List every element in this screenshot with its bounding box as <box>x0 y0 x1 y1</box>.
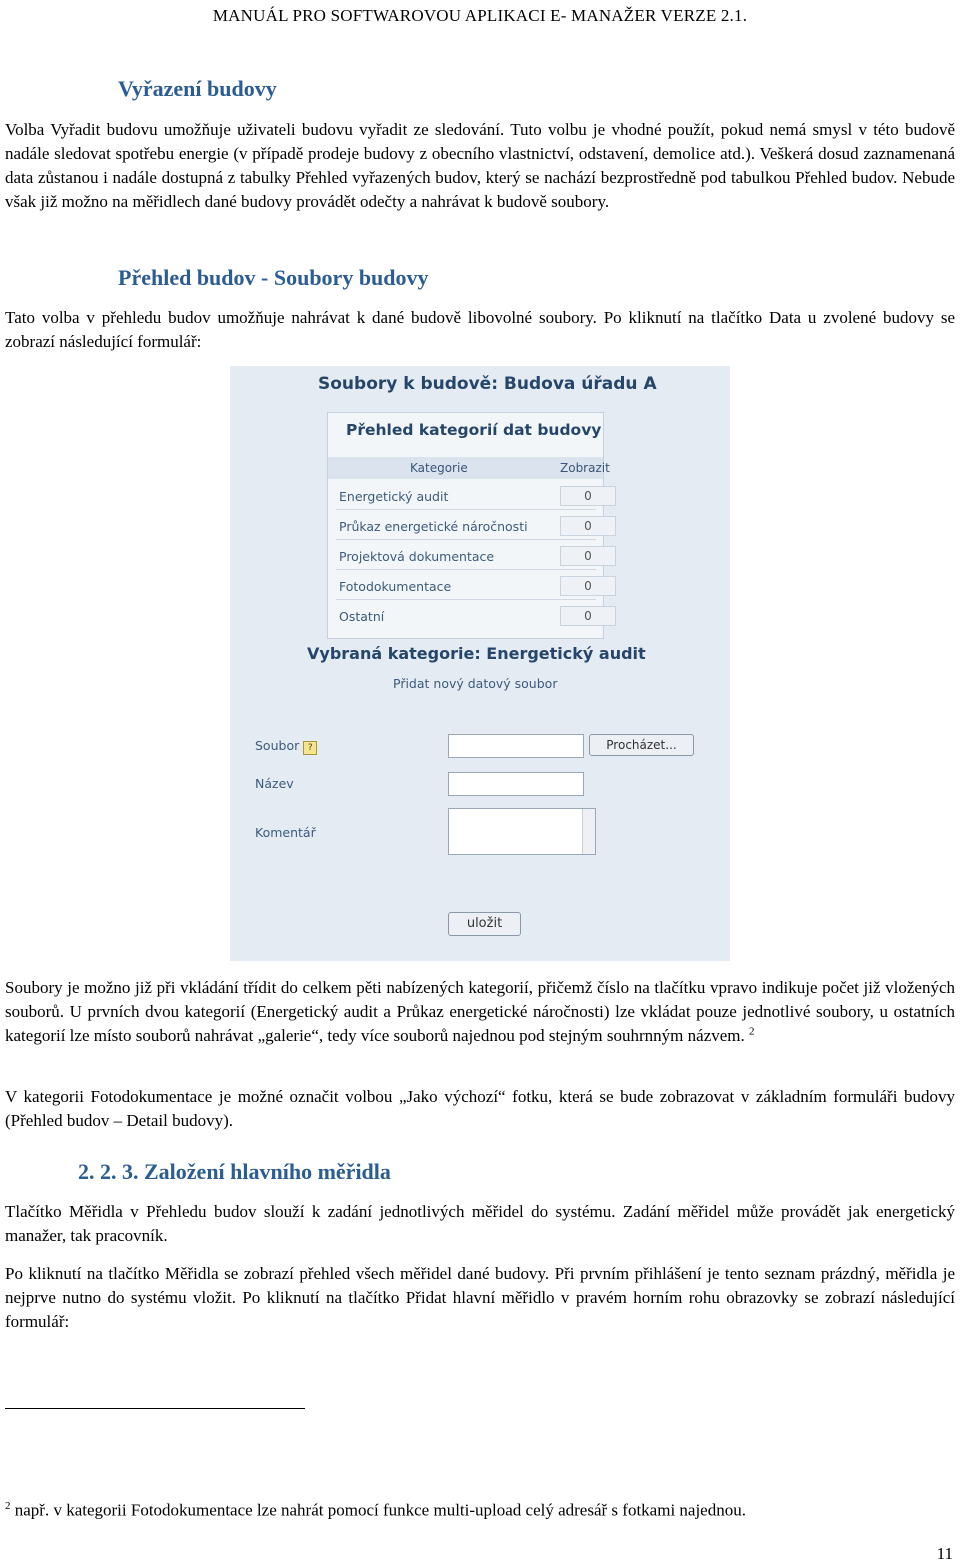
file-label <box>255 738 317 755</box>
category-row[interactable] <box>336 483 596 510</box>
footnote-divider <box>5 1408 305 1409</box>
name-input[interactable] <box>448 772 584 796</box>
section-text-meridlo-1: Tlačítko Měřidla v Přehledu budov slouží k zadání jednotlivých měřidel do systému. Zadání měřidel může provádět jak energetický manažer, tak pracovník. <box>5 1202 955 1245</box>
add-file-link[interactable]: Přidat nový datový soubor <box>393 676 558 691</box>
para-photodoc: V kategorii Fotodokumentace je možné označit volbou „Jako výchozí“ fotku, která se bude zobrazovat v základním formuláři budovy (Přehled budov – Detail budovy). <box>5 1087 955 1130</box>
category-overview-box <box>327 412 610 639</box>
file-label-text: Soubor <box>255 738 300 753</box>
category-count-button[interactable]: 0 <box>560 516 616 536</box>
category-count-button[interactable]: 0 <box>560 606 616 626</box>
help-icon[interactable]: ? <box>303 741 317 755</box>
comment-label: Komentář <box>255 825 316 840</box>
col-category: Kategorie <box>410 461 468 475</box>
category-table-header <box>328 457 610 479</box>
selected-category-title: Vybraná kategorie: Energetický audit <box>307 644 646 663</box>
category-label: Energetický audit <box>339 489 449 504</box>
para-categories <box>5 976 955 1048</box>
category-row[interactable] <box>336 543 596 570</box>
section-title-meridlo: 2. 2. 3. Založení hlavního měřidla <box>78 1159 391 1184</box>
section-text-soubory: Tato volba v přehledu budov umožňuje nahrávat k dané budově libovolné soubory. Po kliknutí na tlačítko Data u zvolené budovy se zobrazí následující formulář: <box>5 308 955 351</box>
section-title-soubory: Přehled budov - Soubory budovy <box>118 265 429 290</box>
section-text-meridlo-2: Po kliknutí na tlačítko Měřidla se zobrazí přehled všech měřidel dané budovy. Při prvním přihlášení je tento seznam prázdný, měřidla je nejprve nutno do systému vložit. Po kliknutí na tlačítko Přidat hlavní měřidlo v pravém horním rohu obrazovky se zobrazí následující formulář: <box>5 1264 955 1331</box>
save-button[interactable]: uložit <box>448 912 521 936</box>
screenshot-title: Soubory k budově: Budova úřadu A <box>318 374 657 394</box>
files-form-screenshot <box>230 366 730 961</box>
category-row[interactable] <box>336 573 596 600</box>
category-count-button[interactable]: 0 <box>560 486 616 506</box>
footnote <box>5 1500 746 1521</box>
browse-button[interactable]: Procházet... <box>589 734 694 756</box>
file-input[interactable] <box>448 734 584 758</box>
category-label: Průkaz energetické náročnosti <box>339 519 528 534</box>
scrollbar[interactable] <box>582 809 595 854</box>
name-label: Název <box>255 776 294 791</box>
para-categories-text: Soubory je možno již při vkládání třídit do celkem pěti nabízených kategorií, přičemž číslo na tlačítku vpravo indikuje počet již vložených souborů. U prvních dvou kategorií (Energetický audit a Průkaz energetické náročnosti) lze vkládat pouze jednotlivé soubory, u ostatních kategorií lze místo souborů nahrávat „galerie“, tedy více souborů najednou pod stejným souhrnným názvem. <box>5 978 955 1045</box>
footnote-text: např. v kategorii Fotodokumentace lze nahrát pomocí funkce multi-upload celý adresář s fotkami najednou. <box>14 1500 746 1520</box>
footnote-ref: 2 <box>749 1025 755 1038</box>
category-count-button[interactable]: 0 <box>560 576 616 596</box>
page-number: 11 <box>936 1544 953 1563</box>
category-label: Fotodokumentace <box>339 579 452 594</box>
section-text-vyrazeni: Volba Vyřadit budovu umožňuje uživateli budovu vyřadit ze sledování. Tuto volbu je vhodné použít, pokud nemá smysl v této budově nadále sledovat spotřebu energie (v případě prodeje budovy z obecního vlastnictví, odstavení, demolice atd.). Veškerá dosud zaznamenaná data zůstanou i nadále dostupná z tabulky Přehled vyřazených budov, který se nachází bezprostředně pod tabulkou Přehled budov. Nebude však již možno na měřidlech dané budovy provádět odečty a nahrávat k budově soubory. <box>5 120 955 211</box>
category-label: Projektová dokumentace <box>339 549 495 564</box>
category-count-button[interactable]: 0 <box>560 546 616 566</box>
category-box-title: Přehled kategorií dat budovy <box>346 421 602 439</box>
comment-textarea[interactable] <box>448 808 596 855</box>
category-row[interactable] <box>336 603 596 629</box>
footnote-number: 2 <box>5 1500 11 1512</box>
col-show: Zobrazit <box>560 461 610 475</box>
section-title-vyrazeni: Vyřazení budovy <box>118 76 277 101</box>
category-row[interactable] <box>336 513 596 540</box>
page-header: MANUÁL PRO SOFTWAROVOU APLIKACI E- MANAŽER VERZE 2.1. <box>212 6 748 25</box>
category-label: Ostatní <box>339 609 385 624</box>
